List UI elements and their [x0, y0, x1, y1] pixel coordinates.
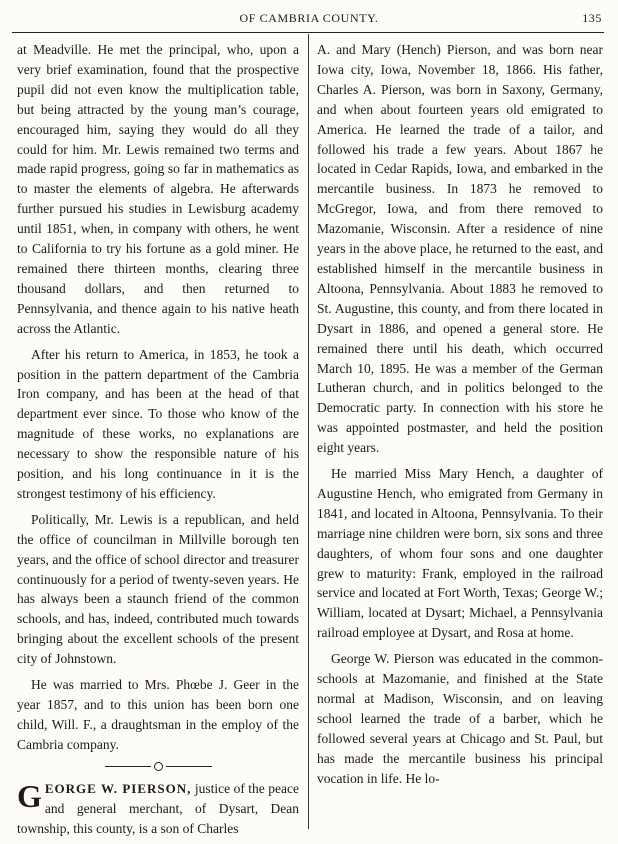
left-column: [17, 40, 299, 844]
paragraph: He married Miss Mary Hench, a daughter of Augustine Hench, who emigrated from Germany in 1841, and located in Altoona, Pennsylvania. To their marriage nine children were born, six sons and three daughters, of whom four sons and one daughter grew to maturity: Frank, employed in the railroad service and located at Fort Worth, Texas; George W.; William, located at Dysart; Michael, a Pennsylvania railroad employee at Dysart, and Rosa at home.: [317, 466, 603, 641]
paragraph: George W. Pierson was educated in the common-schools at Mazomanie, and finished at the State normal at Madison, Wisconsin, and on leaving school learned the trade of a barber, which he followed several years at Chicago and St. Paul, but has made the mercantile business his principal vocation in life. He lo-: [317, 651, 603, 786]
right-column: [317, 40, 603, 795]
drop-cap: G: [17, 777, 42, 814]
header-rule: [12, 32, 604, 33]
paragraph: He was married to Mrs. Phœbe J. Geer in the year 1857, and to this union has been born one child, Will. F., a draughtsman in the employ of the Cambria company.: [17, 677, 299, 752]
section-ornament: [17, 761, 299, 773]
biography-opening: [17, 779, 299, 839]
running-title: OF CAMBRIA COUNTY.: [239, 11, 379, 25]
column-divider: [308, 34, 309, 829]
paragraph: at Meadville. He met the principal, who, upon a very brief examination, found that the prospective pupil did not even know the multiplication table, but being attracted by the young man’s courage, encouraged him, saying they would do all they could for him. Mr. Lewis remained two terms and made rapid progress, going so far in mathematics as to master the elements of algebra. He afterwards further pursued his studies in Lewisburg academy until 1851, when, in company with others, he went to California to try his fortune as a gold miner. He remained there thirteen months, clearing three thousand dollars, and then returned to Pennsylvania, and thence again to his native heath across the Atlantic.: [17, 42, 299, 336]
running-header: [0, 8, 618, 28]
page-number: 135: [582, 11, 602, 25]
subject-name: EORGE W. PIERSON,: [44, 780, 192, 796]
bio-text: justice of the peace and general merchant, of Dysart, Dean township, this county, is a son of Charles: [17, 780, 299, 836]
paragraph: Politically, Mr. Lewis is a republican, and held the office of councilman in Millville borough ten years, and the office of school director and treasurer continuously for a period of twenty-seven years. He has always been a staunch friend of the common schools, and has, indeed, contributed much towards bringing about the excellent schools of the present city of Johnstown.: [17, 511, 299, 667]
paragraph: After his return to America, in 1853, he took a position in the pattern department of the Cambria Iron company, and has been at the head of that department ever since. To those who know of the magnitude of these works, no explanations are necessary to show the responsible nature of his position, and his long continuance in it is the strongest testimony of his efficiency.: [17, 346, 299, 501]
paragraph: A. and Mary (Hench) Pierson, and was born near Iowa city, Iowa, November 18, 1866. His father, Charles A. Pierson, was born in Saxony, Germany, and when about fourteen years old emigrated to America. He learned the trade of a tailor, and followed his trade a few years. About 1867 he located in Cedar Rapids, Iowa, and embarked in the mercantile business. In 1873 he removed to McGregor, Iowa, and from there removed to Mazomanie, Wisconsin. After a residence of nine years in the above place, he returned to the east, and established himself in the mercantile business in Altoona, Pennsylvania. About 1883 he removed to St. Augustine, this county, and from there located in Dysart in 1886, and opened a general store. He remained there until his death, which occurred March 10, 1895. He was a member of the German Lutheran church, and in politics belonged to the Democratic party. In connection with his store he was appointed postmaster, and held the position eight years.: [317, 42, 603, 456]
